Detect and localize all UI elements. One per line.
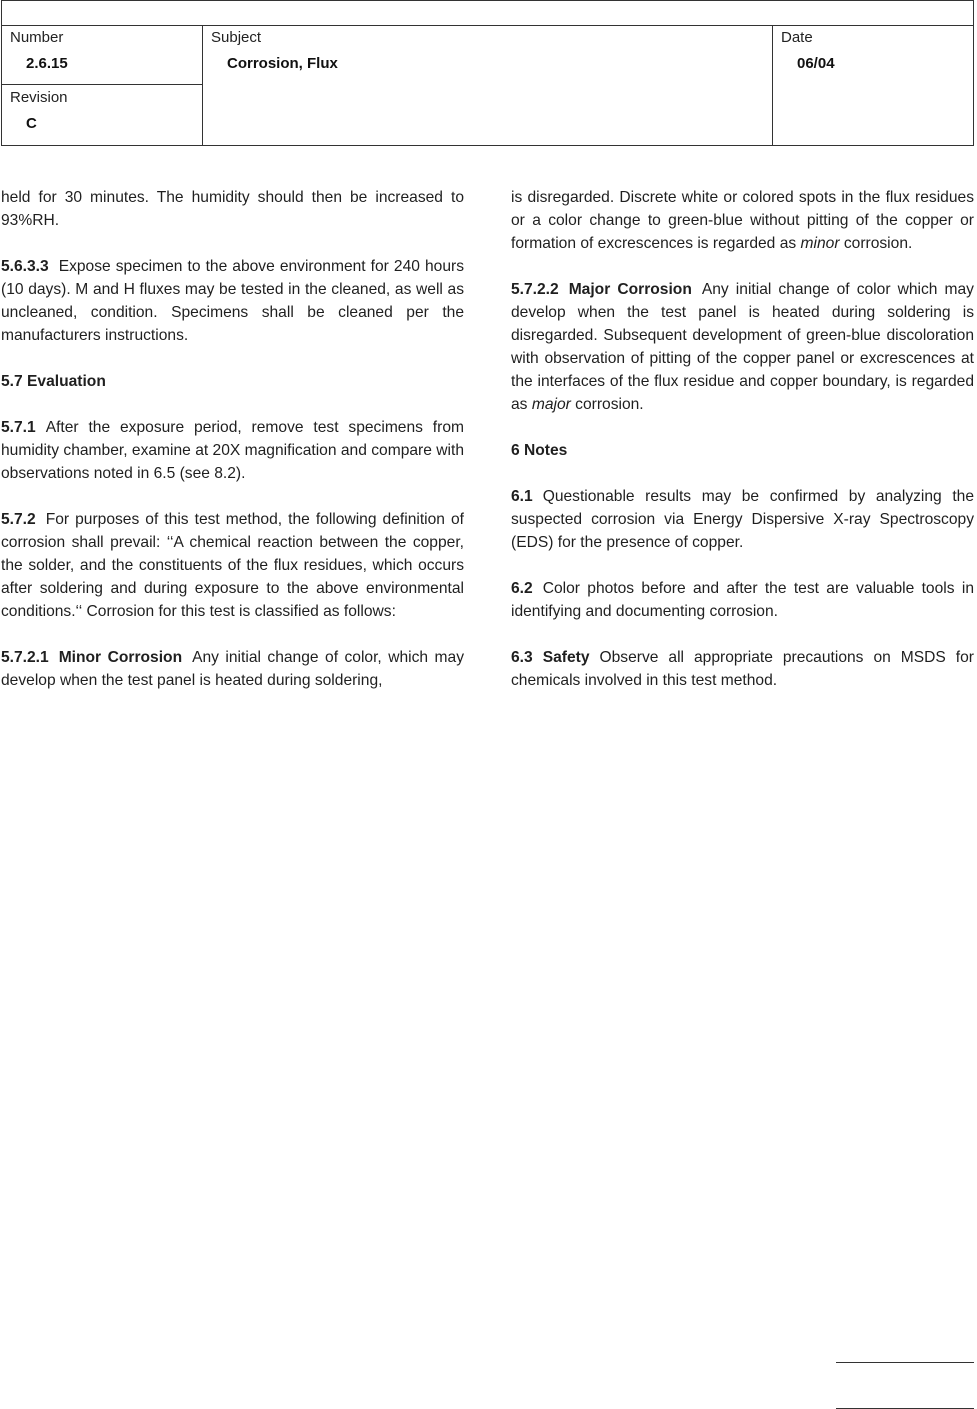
section-5-7-1 xyxy=(1,416,464,485)
section-number: 5.7.2.2 xyxy=(511,281,559,298)
number-value: 2.6.15 xyxy=(26,55,68,72)
subject-value: Corrosion, Flux xyxy=(227,55,338,72)
section-5-7-2 xyxy=(1,508,464,623)
section-6-3 xyxy=(511,646,974,692)
section-5-7-2-2 xyxy=(511,278,974,416)
section-title: Safety xyxy=(542,649,590,666)
emphasis-minor: minor xyxy=(800,235,840,252)
header-table xyxy=(1,0,974,146)
section-6-1 xyxy=(511,485,974,554)
section-text: Any initial change of color which may develop when the test panel is heated during soldering is disregarded. Subsequent development of green-blue discoloration with observation of pitting of the copper panel or excrescences at the interfaces of the flux residue and copper boundary, is regarded as xyxy=(511,281,974,413)
subject-cell xyxy=(203,25,773,145)
paragraph-tail: corrosion. xyxy=(843,235,913,252)
section-text: After the exposure period, remove test specimens from humidity chamber, examine at 20X magnification and compare with observations noted in 6.5 (see 8.2). xyxy=(1,419,464,482)
number-cell xyxy=(2,25,203,85)
section-heading-6: 6 Notes xyxy=(511,442,568,459)
header-top-band xyxy=(2,1,973,26)
section-text: Color photos before and after the test are valuable tools in identifying and documenting corrosion. xyxy=(511,580,974,620)
emphasis-major: major xyxy=(531,396,571,413)
section-6-2 xyxy=(511,577,974,623)
section-number: 5.7.2 xyxy=(1,511,36,528)
paragraph-continuation: held for 30 minutes. The humidity should then be increased to 93%RH. xyxy=(1,189,464,229)
revision-cell xyxy=(2,85,203,145)
section-number: 6.2 xyxy=(511,580,533,597)
revision-label: Revision xyxy=(10,89,68,106)
section-title: Major Corrosion xyxy=(568,281,692,298)
section-number: 6.1 xyxy=(511,488,533,505)
paragraph-text: is disregarded. Discrete white or colored spots in the flux residues or a color change to green-blue without pitting of the copper or formation of excrescences is regarded as xyxy=(511,189,974,252)
right-column xyxy=(511,186,974,715)
section-tail: corrosion. xyxy=(575,396,644,413)
section-5-6-3-3 xyxy=(1,255,464,347)
subject-label: Subject xyxy=(211,29,262,46)
section-5-7-2-1 xyxy=(1,646,464,692)
left-column xyxy=(1,186,464,715)
revision-value: C xyxy=(26,115,37,132)
section-text: Any initial change of color, which may develop when the test panel is heated during soldering, xyxy=(1,649,464,689)
section-text: For purposes of this test method, the following definition of corrosion shall prevail: ‘‘A chemical reaction between the copper, the solder, and the constituents of the flux residues, which occurs after soldering and during exposure to the above environmental conditions.‘‘ Corrosion for this test is classified as follows: xyxy=(1,511,464,620)
section-number: 5.7.1 xyxy=(1,419,36,436)
footer-rule-top xyxy=(836,1362,974,1363)
section-number: 6.3 xyxy=(511,649,533,666)
date-label: Date xyxy=(781,29,813,46)
date-value: 06/04 xyxy=(797,55,835,72)
section-heading-5-7: 5.7 Evaluation xyxy=(1,373,106,390)
section-text: Questionable results may be confirmed by analyzing the suspected corrosion via Energy Dispersive X-ray Spectroscopy (EDS) for the presence of copper. xyxy=(511,488,974,551)
section-text: Expose specimen to the above environment for 240 hours (10 days). M and H fluxes may be tested in the cleaned, as well as uncleaned, condition. Specimens shall be cleaned per the manufacturers instructions. xyxy=(1,258,464,344)
section-title: Minor Corrosion xyxy=(58,649,183,666)
date-cell xyxy=(773,25,974,145)
section-text: Observe all appropriate precautions on MSDS for chemicals involved in this test method. xyxy=(511,649,974,689)
paragraph-continuation xyxy=(511,186,974,255)
section-number: 5.7.2.1 xyxy=(1,649,49,666)
section-number: 5.6.3.3 xyxy=(1,258,49,275)
number-label: Number xyxy=(10,29,64,46)
